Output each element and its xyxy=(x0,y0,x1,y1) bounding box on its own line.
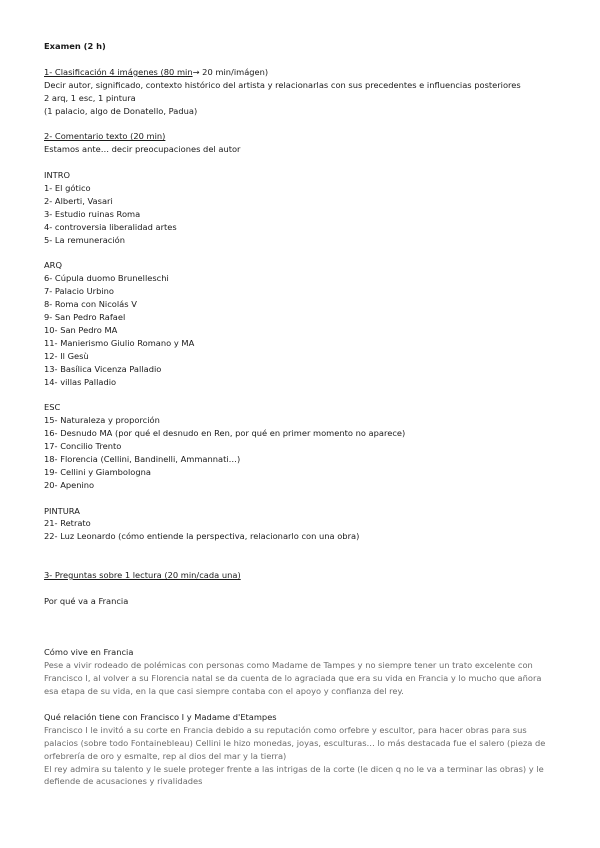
arq-title: ARQ xyxy=(44,260,62,271)
list-item: 21- Retrato xyxy=(44,518,91,529)
section1-line: 2 arq, 1 esc, 1 pintura xyxy=(44,92,136,103)
answer-2: Pese a vivir rodeado de polémicas con personas como Madame de Tampes y no siempre tener un trato excelente con Francisco I, al volver a su Florencia natal se da cuenta de lo agraciada que era su vida en Francia y lo mucho que añora esa etapa de su vida, en la que casi siempre contaba con el apoyo y confianza del rey. xyxy=(44,660,542,697)
list-item: 15- Naturaleza y proporción xyxy=(44,415,160,426)
list-item: 18- Florencia (Cellini, Bandinelli, Ammannati…) xyxy=(44,453,241,464)
list-item: 10- San Pedro MA xyxy=(44,324,118,335)
section3-heading: 3- Preguntas sobre 1 lectura (20 min/cada una) xyxy=(44,570,241,581)
list-item: 4- controversia liberalidad artes xyxy=(44,221,177,232)
list-item: 13- Basílica Vicenza Palladio xyxy=(44,363,162,374)
section1-heading-text: 1- Clasificación 4 imágenes (80 min xyxy=(44,66,193,77)
list-item: 1- El gótico xyxy=(44,182,91,193)
list-item: 17- Concilio Trento xyxy=(44,441,122,452)
list-item: 16- Desnudo MA (por qué el desnudo en Ren, por qué en primer momento no aparece) xyxy=(44,428,406,439)
list-item: 2- Alberti, Vasari xyxy=(44,195,113,206)
answer-3-paragraph-1: Francisco I le invitó a su corte en Francia debido a su reputación como orfebre y escultor, para hacer obras para sus palacios (sobre todo Fontainebleau) Cellini le hizo monedas, joyas, esculturas… lo más destacada fue el salero (pieza de orfebrería de oro y esmalte, rep al dios del mar y la tierra) xyxy=(44,724,546,761)
list-item: 3- Estudio ruinas Roma xyxy=(44,208,141,219)
list-item: 5- La remuneración xyxy=(44,234,125,245)
section1-heading-rest: → 20 min/imágen) xyxy=(192,66,269,77)
section2-line: Estamos ante… decir preocupaciones del autor xyxy=(44,144,241,155)
list-item: 19- Cellini y Giambologna xyxy=(44,466,151,477)
list-item: 7- Palacio Urbino xyxy=(44,286,114,297)
answer-3-paragraph-2: El rey admira su talento y le suele proteger frente a las intrigas de la corte (le dicen q no le va a terminar las obras) y le defiende de acusaciones y rivalidades xyxy=(44,763,544,787)
question-2: Cómo vive en Francia xyxy=(44,647,134,658)
list-item: 6- Cúpula duomo Brunelleschi xyxy=(44,273,169,284)
esc-title: ESC xyxy=(44,402,61,413)
intro-title: INTRO xyxy=(44,170,71,181)
pintura-title: PINTURA xyxy=(44,505,80,516)
section1-line: Decir autor, significado, contexto histórico del artista y relacionarlas con sus precedentes e influencias posteriores xyxy=(44,79,521,90)
list-item: 22- Luz Leonardo (cómo entiende la perspectiva, relacionarlo con una obra) xyxy=(44,531,360,542)
section1-heading xyxy=(44,66,560,79)
question-1: Por qué va a Francia xyxy=(44,595,129,606)
list-item: 11- Manierismo Giulio Romano y MA xyxy=(44,337,195,348)
list-item: 14- villas Palladio xyxy=(44,376,117,387)
list-item: 8- Roma con Nicolás V xyxy=(44,299,137,310)
list-item: 20- Apenino xyxy=(44,479,95,490)
list-item: 9- San Pedro Rafael xyxy=(44,311,126,322)
question-3: Qué relación tiene con Francisco I y Madame d'Etampes xyxy=(44,711,277,722)
section2-heading: 2- Comentario texto (20 min) xyxy=(44,131,166,142)
exam-title: Examen (2 h) xyxy=(44,41,106,51)
section1-line: (1 palacio, algo de Donatello, Padua) xyxy=(44,105,198,116)
list-item: 12- Il Gesù xyxy=(44,350,89,361)
